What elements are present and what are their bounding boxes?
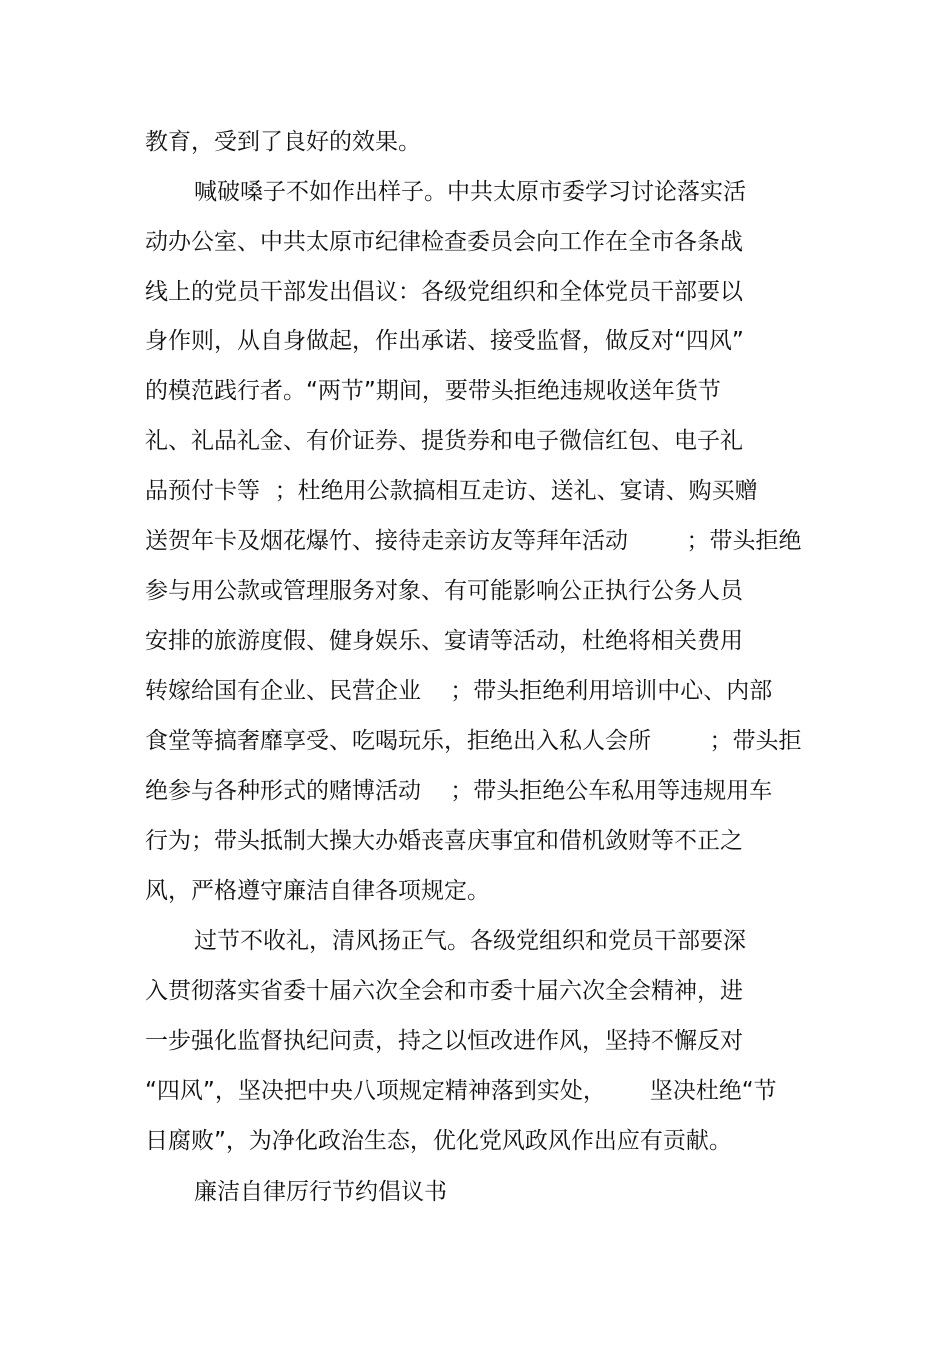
text-line: 风，严格遵守廉洁自律各项规定。: [145, 878, 490, 904]
text-line: 行为；带头抵制大操大办婚丧喜庆事宜和借机敛财等不正之: [145, 828, 743, 854]
text-line: 礼、礼品礼金、有价证券、提货券和电子微信红包、电子礼: [145, 428, 743, 454]
text-line: 转嫁给国有企业、民营企业 ；带头拒绝利用培训中心、内部: [145, 678, 773, 704]
text-line: 送贺年卡及烟花爆竹、接待走亲访友等拜年活动 ；带头拒绝: [145, 528, 802, 554]
text-line: 教育，受到了良好的效果。: [145, 129, 421, 155]
text-line: 食堂等搞奢靡享受、吃喝玩乐，拒绝出入私人会所 ；带头拒: [145, 728, 802, 754]
paragraph-start-line: 过节不收礼，清风扬正气。各级党组织和党员干部要深: [194, 928, 746, 954]
text-line: 品预付卡等 ；杜绝用公款搞相互走访、送礼、宴请、购买赠: [145, 478, 758, 504]
text-line: 线上的党员干部发出倡议：各级党组织和全体党员干部要以: [145, 279, 743, 305]
paragraph-start-line: 喊破嗓子不如作出样子。中共太原市委学习讨论落实活: [194, 179, 746, 205]
text-line: 动办公室、中共太原市纪律检查委员会向工作在全市各条战: [145, 229, 743, 255]
text-line: “四风”，坚决把中央八项规定精神落到实处， 坚决杜绝“节: [145, 1078, 777, 1104]
section-title: 廉洁自律厉行节约倡议书: [194, 1179, 447, 1205]
text-line: 绝参与各种形式的赌博活动 ；带头拒绝公车私用等违规用车: [145, 778, 773, 804]
text-line: 安排的旅游度假、健身娱乐、宴请等活动，杜绝将相关费用: [145, 628, 743, 654]
text-line: 身作则，从自身做起，作出承诺、接受监督，做反对“四风”: [145, 328, 744, 354]
text-line: 参与用公款或管理服务对象、有可能影响公正执行公务人员: [145, 578, 743, 604]
text-line: 一步强化监督执纪问责，持之以恒改进作风，坚持不懈反对: [145, 1028, 743, 1054]
text-line: 的模范践行者。“两节”期间，要带头拒绝违规收送年货节: [145, 378, 721, 404]
text-line: 入贯彻落实省委十届六次全会和市委十届六次全会精神，进: [145, 978, 743, 1004]
text-line: 日腐败”，为净化政治生态，优化党风政风作出应有贡献。: [145, 1128, 732, 1154]
